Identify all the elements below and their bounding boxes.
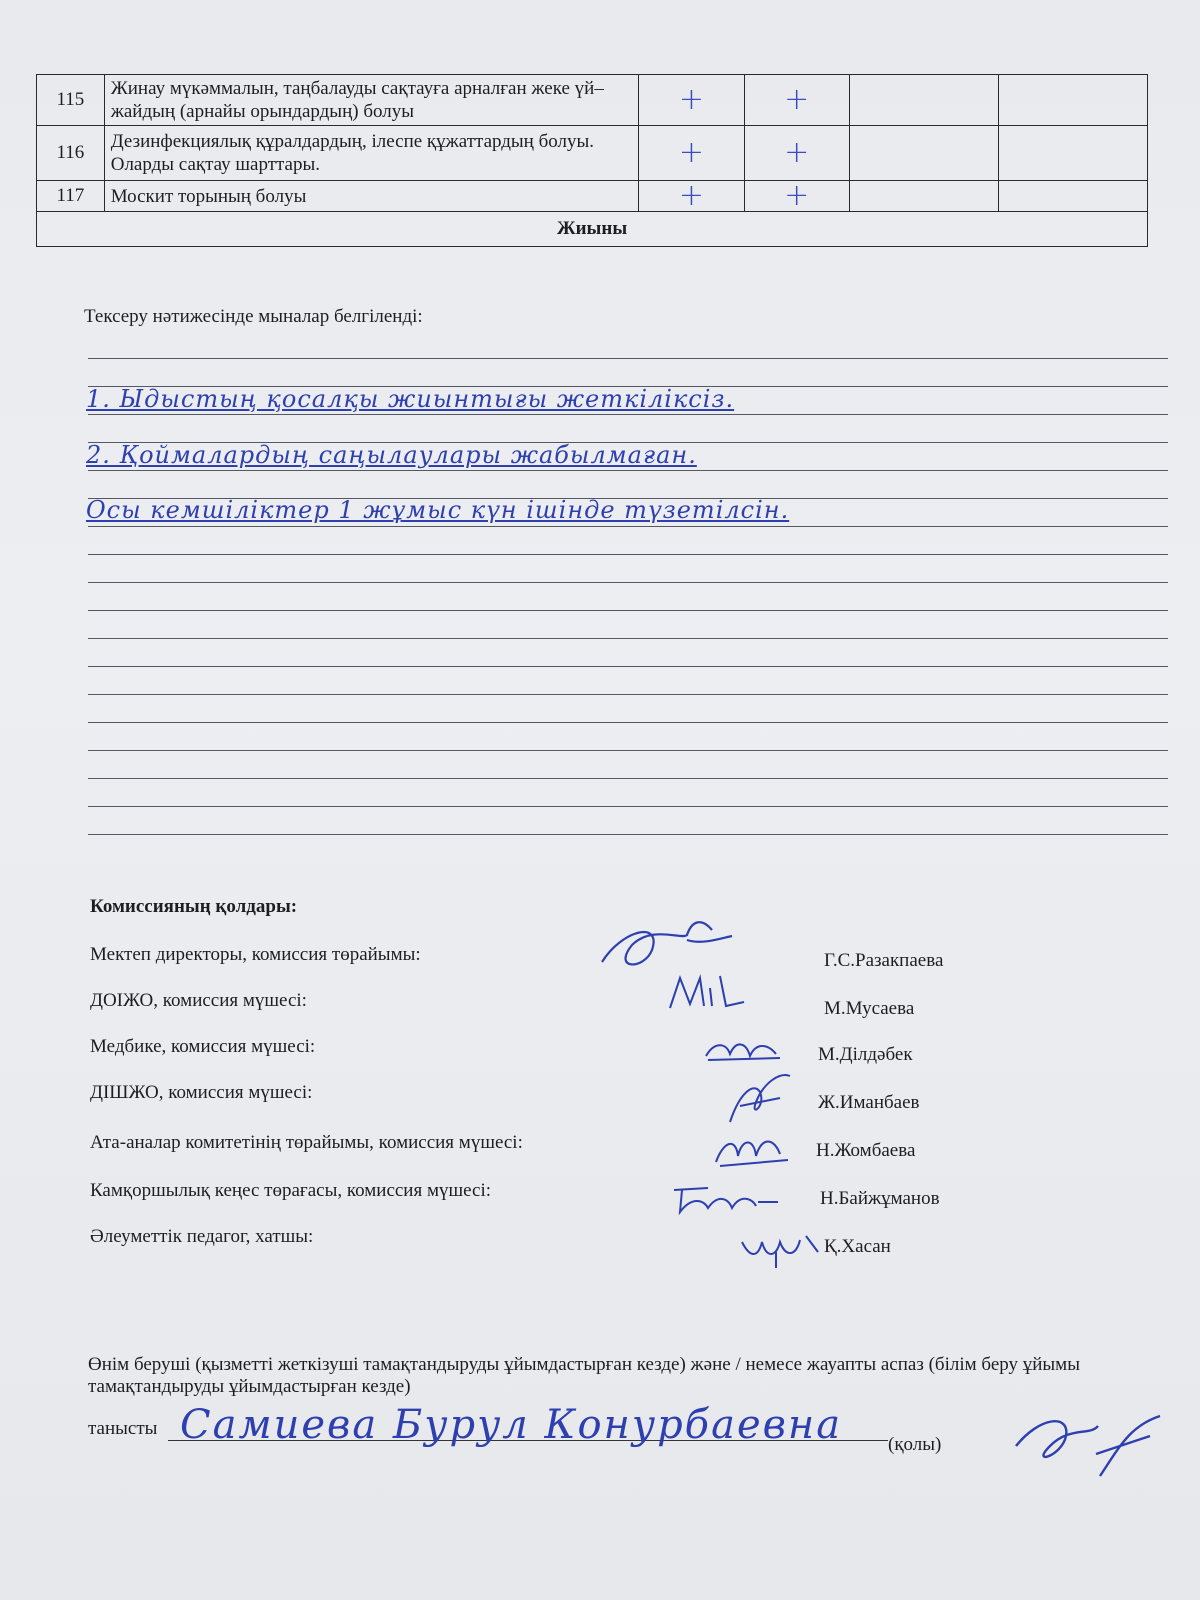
check-mark: + <box>678 82 705 117</box>
producer-statement: Өнім беруші (қызметті жеткізуші тамақтандыруды ұйымдастырған кезде) және / немесе жауапты аспаз (білім беру ұйымы тамақтандыруды ұйымдастырған кезде) <box>88 1354 1080 1397</box>
signature-scribble <box>736 1222 826 1272</box>
empty-cell <box>998 75 1147 126</box>
checklist-table <box>36 74 1148 247</box>
table-row <box>37 75 1148 126</box>
row-number: 115 <box>37 75 105 126</box>
member-role: Камқоршылық кеңес төрағасы, комиссия мүшесі: <box>90 1180 492 1201</box>
member-name: Г.С.Разакпаева <box>824 950 944 971</box>
row-text: Жинау мүкәммалын, таңбалауды сақтауға арналған жеке үй–жайдың (арнайы орындардың) болуы <box>104 75 639 126</box>
member-role: Ата-аналар комитетінің төрайымы, комиссия мүшесі: <box>90 1132 523 1153</box>
check-mark: + <box>678 135 705 170</box>
signature-scribble <box>720 1062 800 1132</box>
total-row <box>37 212 1148 247</box>
check-mark: + <box>784 82 810 117</box>
empty-cell <box>849 126 998 181</box>
member-name: Ж.Иманбаев <box>818 1092 920 1113</box>
findings-label: Тексеру нәтижесінде мыналар белгіленді: <box>84 306 423 327</box>
empty-cell <box>998 181 1147 212</box>
signature-scribble <box>1010 1406 1180 1486</box>
member-role: ДОІЖО, комиссия мүшесі: <box>90 990 307 1011</box>
total-label: Жиыны <box>37 212 1148 247</box>
handwritten-finding: Осы кемшіліктер 1 жұмыс күн ішінде түзетілсін. <box>86 496 790 524</box>
signature-scribble <box>708 1126 798 1176</box>
handwritten-finding: 1. Ыдыстың қосалқы жиынтығы жеткіліксіз. <box>86 385 735 413</box>
handwritten-producer-name: Самиева Бурул Конурбаевна <box>180 1402 843 1448</box>
member-role: ДІШЖО, комиссия мүшесі: <box>90 1082 313 1103</box>
handwritten-finding: 2. Қоймалардың саңылаулары жабылмаған. <box>86 441 697 469</box>
empty-cell <box>849 181 998 212</box>
signatures-title: Комиссияның қолдары: <box>90 896 298 917</box>
table-row <box>37 181 1148 212</box>
member-name: М.Ділдәбек <box>818 1044 913 1065</box>
row-text: Дезинфекциялық құралдардың, ілеспе құжаттардың болуы. Оларды сақтау шарттары. <box>104 126 639 181</box>
member-name: М.Мусаева <box>824 998 915 1019</box>
table-row <box>37 126 1148 181</box>
row-text: Москит торының болуы <box>104 181 639 212</box>
member-role: Әлеуметтік педагог, хатшы: <box>90 1226 314 1247</box>
member-role: Мектеп директоры, комиссия төрайымы: <box>90 944 421 965</box>
signature-scribble <box>668 1180 788 1220</box>
signature-scribble <box>664 968 754 1018</box>
check-mark: + <box>784 135 810 170</box>
acquainted-label: танысты <box>88 1418 158 1439</box>
row-number: 116 <box>37 126 105 181</box>
member-role: Медбике, комиссия мүшесі: <box>90 1036 316 1057</box>
check-mark: + <box>678 178 705 213</box>
check-mark: + <box>784 178 810 213</box>
member-name: Қ.Хасан <box>824 1236 891 1257</box>
row-number: 117 <box>37 181 105 212</box>
member-name: Н.Байжұманов <box>820 1188 940 1209</box>
empty-cell <box>849 75 998 126</box>
member-name: Н.Жомбаева <box>816 1140 916 1161</box>
signature-label: (қолы) <box>888 1434 942 1455</box>
empty-cell <box>998 126 1147 181</box>
